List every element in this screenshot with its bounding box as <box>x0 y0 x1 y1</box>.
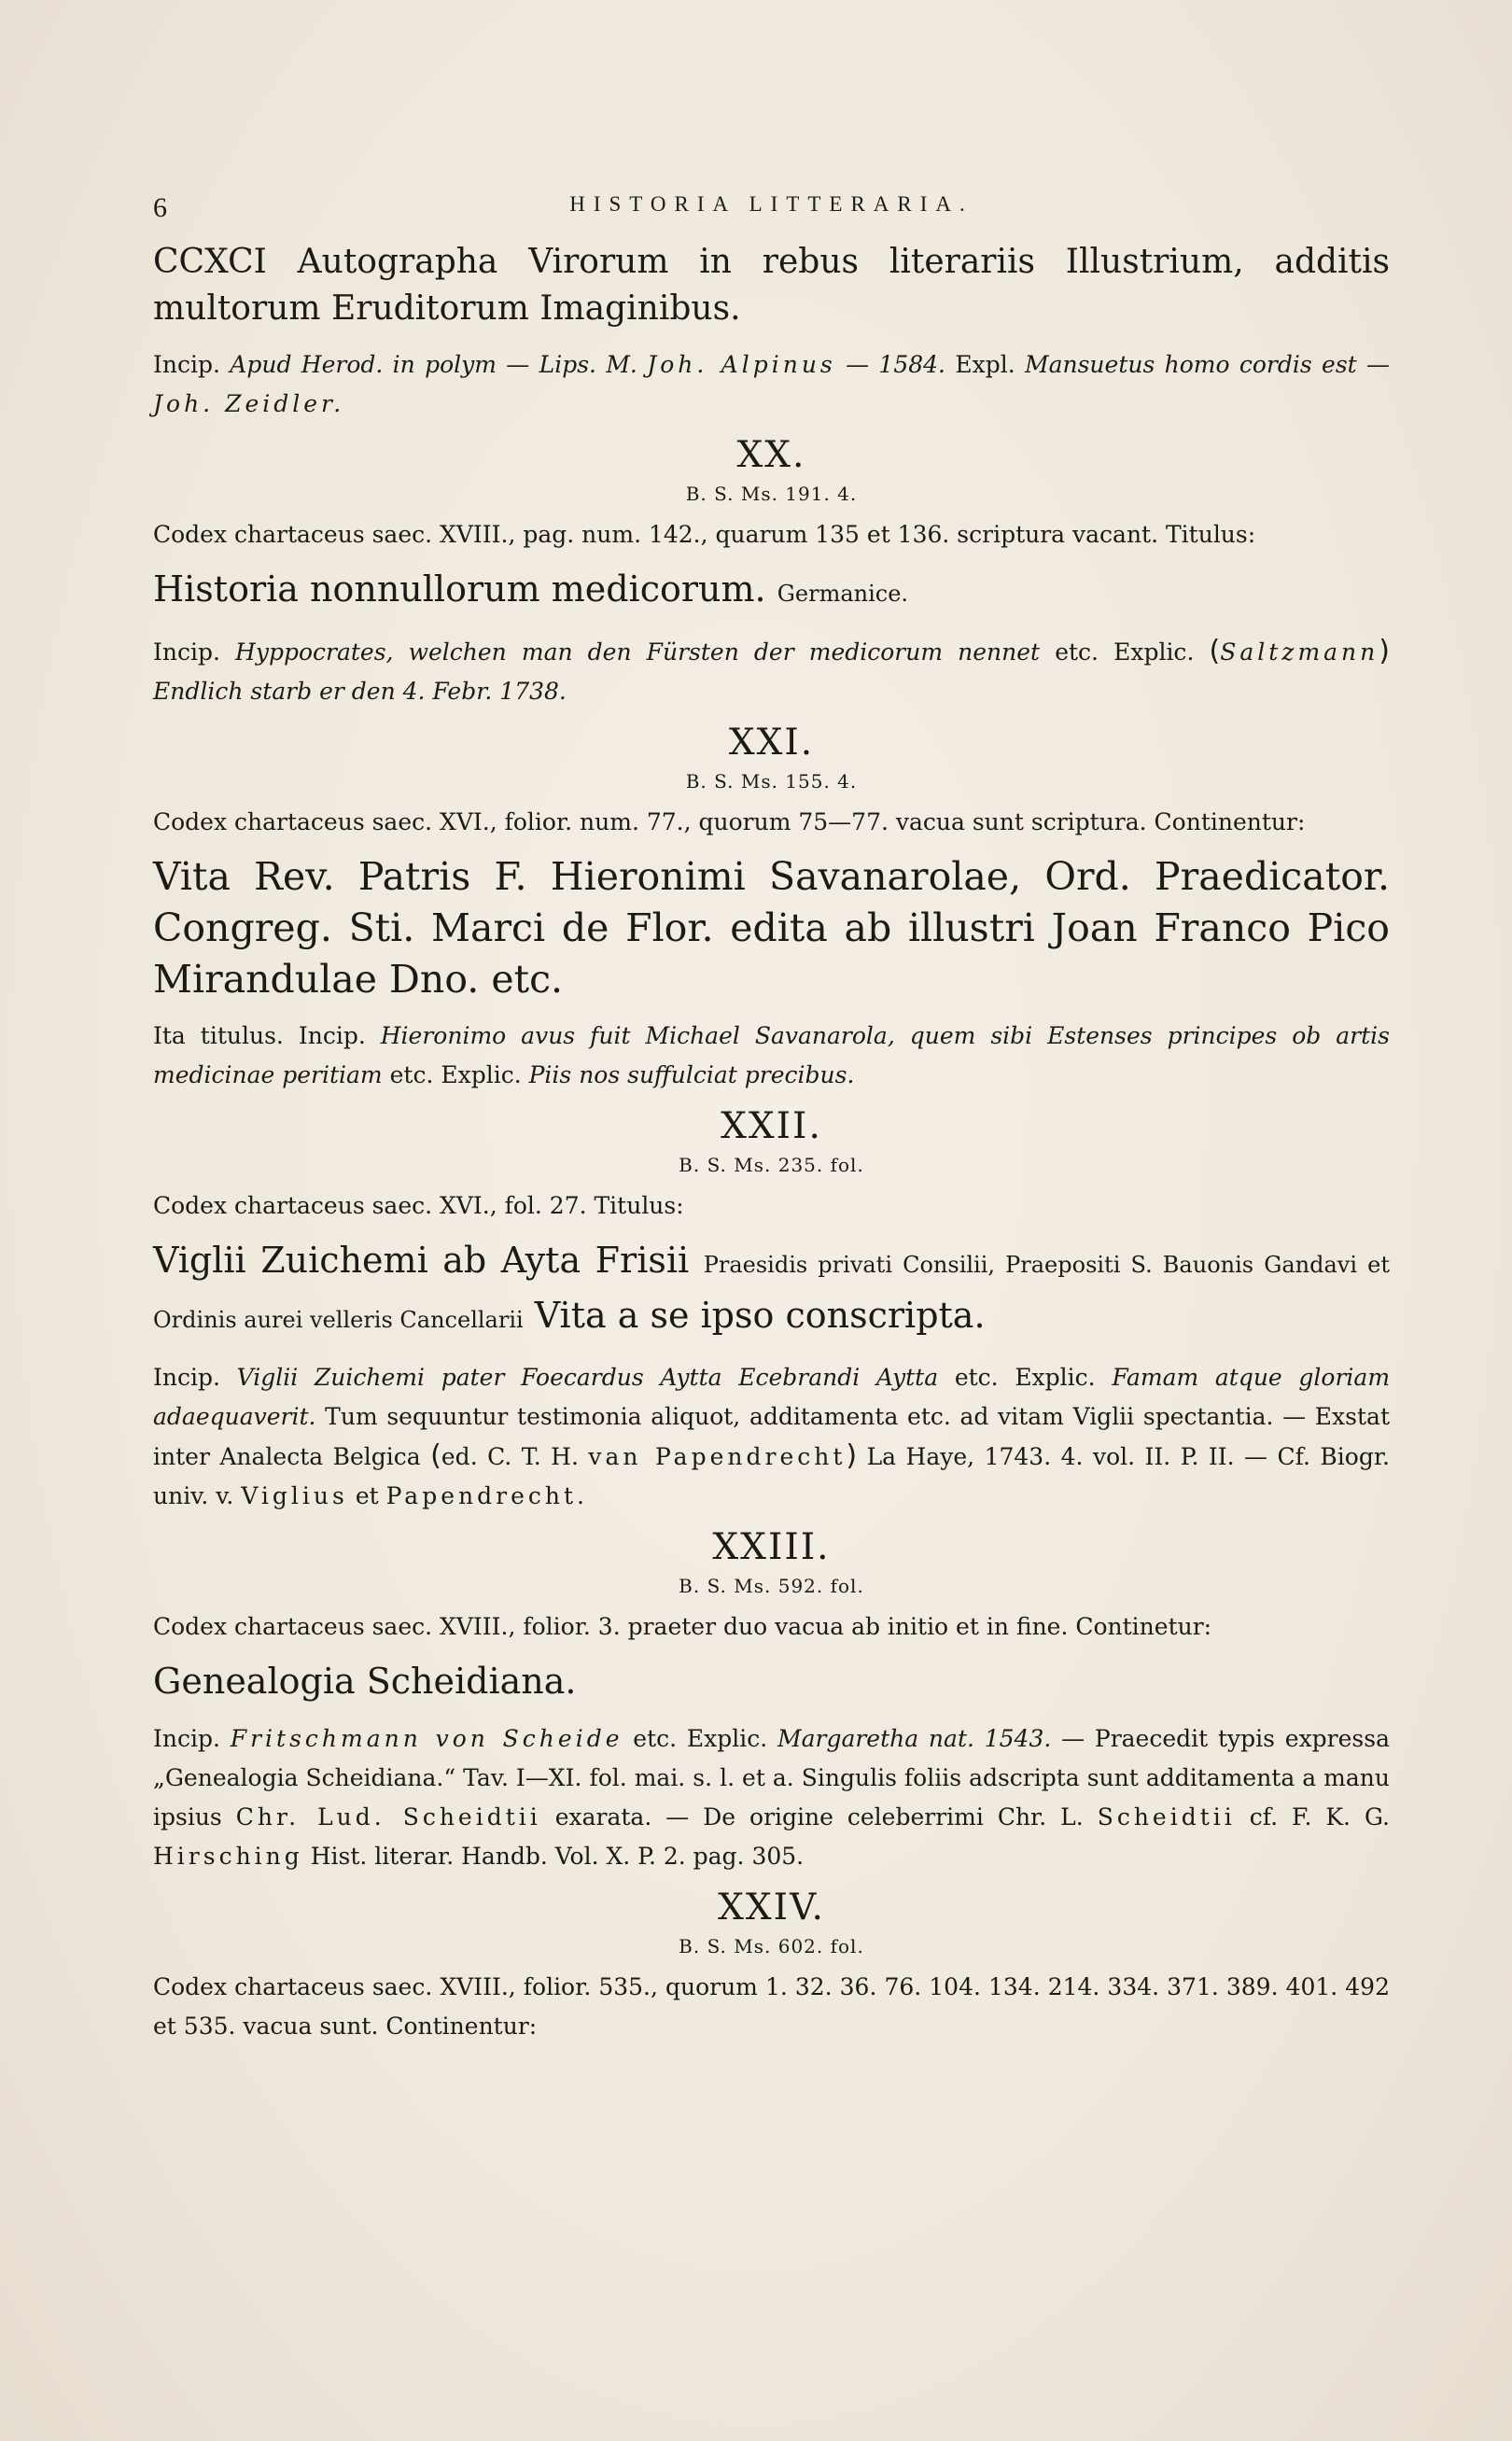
codex-xxii-number: XXII. <box>721 1105 822 1147</box>
explic-name: Saltzmann <box>1220 638 1379 666</box>
incip-etc: etc. <box>954 1364 999 1391</box>
codex-xx-title-note: Germanice. <box>777 581 909 607</box>
open-paren: ( <box>430 1439 441 1472</box>
codex-xxii-title-b: Praesidis privati Consilii, Praepositi S. Bauonis Gandavi et Ordinis aurei velleris Cancellarii <box>153 1252 1390 1333</box>
codex-xxiii-number: XXIII. <box>712 1526 831 1568</box>
note-1: — Praecedit typis expressa „Genealogia Scheidiana.“ Tav. I—XI. fol. mai. s. l. et a. Singulis foliis adscripta sunt additamenta a manu ipsius <box>153 1725 1390 1831</box>
explic-label: Expl. <box>955 351 1015 378</box>
explic-label: Explic. <box>686 1725 768 1752</box>
explic-text: Famam atque gloriam adaequaverit. <box>153 1364 1391 1430</box>
explic-label: Explic. <box>1015 1364 1096 1391</box>
codex-xxi-incipit <box>153 1017 1390 1095</box>
explic-name: Joh. Zeidler. <box>153 390 345 417</box>
codex-xxi-title: Vita Rev. Patris F. Hieronimi Savanarolae, Ord. Praedicator. Congreg. Sti. Marci de Flor. edita ab illustri Joan Franco Pico Mirandulae Dno. etc. <box>153 854 1390 1002</box>
codex-xx-number: XX. <box>736 434 806 476</box>
incip-name: Joh. Alpinus <box>647 351 836 378</box>
codex-xxii-incipit <box>153 1358 1390 1516</box>
codex-xxiv-description: Codex chartaceus saec. XVIII., folior. 535., quorum 1. 32. 36. 76. 104. 134. 214. 334. 371. 389. 401. 492 et 535. vacua sunt. Continentur: <box>153 1973 1390 2040</box>
note-name-3: Hirsching <box>153 1843 303 1870</box>
note-2: La Haye, 1743. 4. vol. II. P. II. — Cf. Biogr. univ. v. <box>153 1443 1390 1509</box>
explic-label: Explic. <box>1113 638 1195 666</box>
incip-label: Incip. <box>153 1725 220 1752</box>
incip-label: Incip. <box>153 638 220 666</box>
note-papendrecht: Papendrecht. <box>385 1482 588 1509</box>
note-et: et <box>355 1482 379 1509</box>
codex-xxi-number: XXI. <box>728 722 815 764</box>
note-name-1: Chr. Lud. Scheidtii <box>235 1803 541 1831</box>
codex-xxii-title <box>153 1235 1390 1345</box>
page-number: 6 <box>153 192 167 223</box>
codex-xxiii-description: Codex chartaceus saec. XVIII., folior. 3. praeter duo vacua ab initio et in fine. Continetur: <box>153 1613 1212 1640</box>
incip-etc: etc. <box>1055 638 1099 666</box>
explic-label: Explic. <box>441 1061 522 1088</box>
explic-text: Mansuetus homo cordis est — <box>1024 351 1391 378</box>
incip-year: — 1584. <box>846 351 945 378</box>
codex-xx-incipit <box>153 632 1390 711</box>
note-2: exarata. — De origine celeberrimi Chr. L. <box>554 1803 1084 1831</box>
para-start: Ita titulus. Incip. <box>153 1022 366 1049</box>
note-1: Tum sequuntur testimonia aliquot, additamenta etc. ad vitam Viglii spectantia. — Exstat inter Analecta Belgica <box>153 1403 1390 1470</box>
incip-name: Fritschmann von Scheide <box>230 1725 623 1752</box>
incip-text: Viglii Zuichemi pater Foecardus Aytta Ecebrandi Aytta <box>236 1364 939 1391</box>
codex-xx-shelfmark: B. S. Ms. 191. 4. <box>685 483 858 505</box>
explic-text: Piis nos suffulciat precibus. <box>528 1061 855 1088</box>
note-name: van Papendrecht <box>588 1443 847 1470</box>
explic-text: Endlich starb er den 4. Febr. 1738. <box>153 678 567 705</box>
codex-xx-description: Codex chartaceus saec. XVIII., pag. num. 142., quarum 135 et 136. scriptura vacant. Titulus: <box>153 521 1256 548</box>
codex-xxiii-title: Genealogia Scheidiana. <box>153 1661 577 1702</box>
close-paren: ) <box>846 1439 858 1472</box>
codex-xx-title <box>153 564 1390 619</box>
incip-text: Hieronimo avus fuit Michael Savanarola, quem sibi Estenses principes ob artis medicinae peritiam <box>153 1022 1390 1088</box>
incip-etc: etc. <box>633 1725 678 1752</box>
incip-etc: etc. <box>389 1061 434 1088</box>
codex-xxii-title-a: Viglii Zuichemi ab Ayta Frisii <box>153 1240 690 1281</box>
entry-ccxci-title: CCXCI Autographa Virorum in rebus literariis Illustrium, additis multorum Eruditorum Imaginibus. <box>153 243 1390 328</box>
codex-xxii-description: Codex chartaceus saec. XVI., fol. 27. Titulus: <box>153 1192 684 1219</box>
codex-xxiii-shelfmark: B. S. Ms. 592. fol. <box>679 1575 864 1597</box>
note-4: Hist. literar. Handb. Vol. X. P. 2. pag. 305. <box>310 1843 805 1870</box>
codex-xxiv-shelfmark: B. S. Ms. 602. fol. <box>679 1935 864 1957</box>
explic-text: Margaretha nat. 1543. <box>777 1725 1052 1752</box>
note-ed: ed. C. T. H. <box>441 1443 579 1470</box>
note-viglius: Viglius <box>241 1482 348 1509</box>
codex-xxi-description: Codex chartaceus saec. XVI., folior. num. 77., quorum 75—77. vacua sunt scriptura. Continentur: <box>153 808 1306 835</box>
codex-xxiv-number: XXIV. <box>718 1887 825 1929</box>
close-paren: ) <box>1379 635 1390 667</box>
incip-text: Hyppocrates, welchen man den Fürsten der medicorum nennet <box>235 638 1041 666</box>
page-content <box>153 187 1390 2055</box>
note-name-2: Scheidtii <box>1097 1803 1236 1831</box>
running-head <box>153 187 1390 224</box>
incip-label: Incip. <box>153 1364 220 1391</box>
codex-xxiii-incipit <box>153 1719 1390 1876</box>
codex-xxii-title-c: Vita a se ipso conscripta. <box>534 1295 986 1336</box>
open-paren: ( <box>1209 635 1221 667</box>
codex-xx-title-text: Historia nonnullorum medicorum. <box>153 568 766 610</box>
note-3: cf. F. K. G. <box>1249 1803 1390 1831</box>
codex-xxii-shelfmark: B. S. Ms. 235. fol. <box>679 1154 864 1176</box>
incip-label: Incip. <box>153 351 220 378</box>
codex-xxi-shelfmark: B. S. Ms. 155. 4. <box>685 770 858 793</box>
entry-ccxci-incipit <box>153 345 1390 424</box>
running-title: HISTORIA LITTERARIA. <box>569 192 973 216</box>
incip-text: Apud Herod. in polym — Lips. M. <box>230 351 637 378</box>
